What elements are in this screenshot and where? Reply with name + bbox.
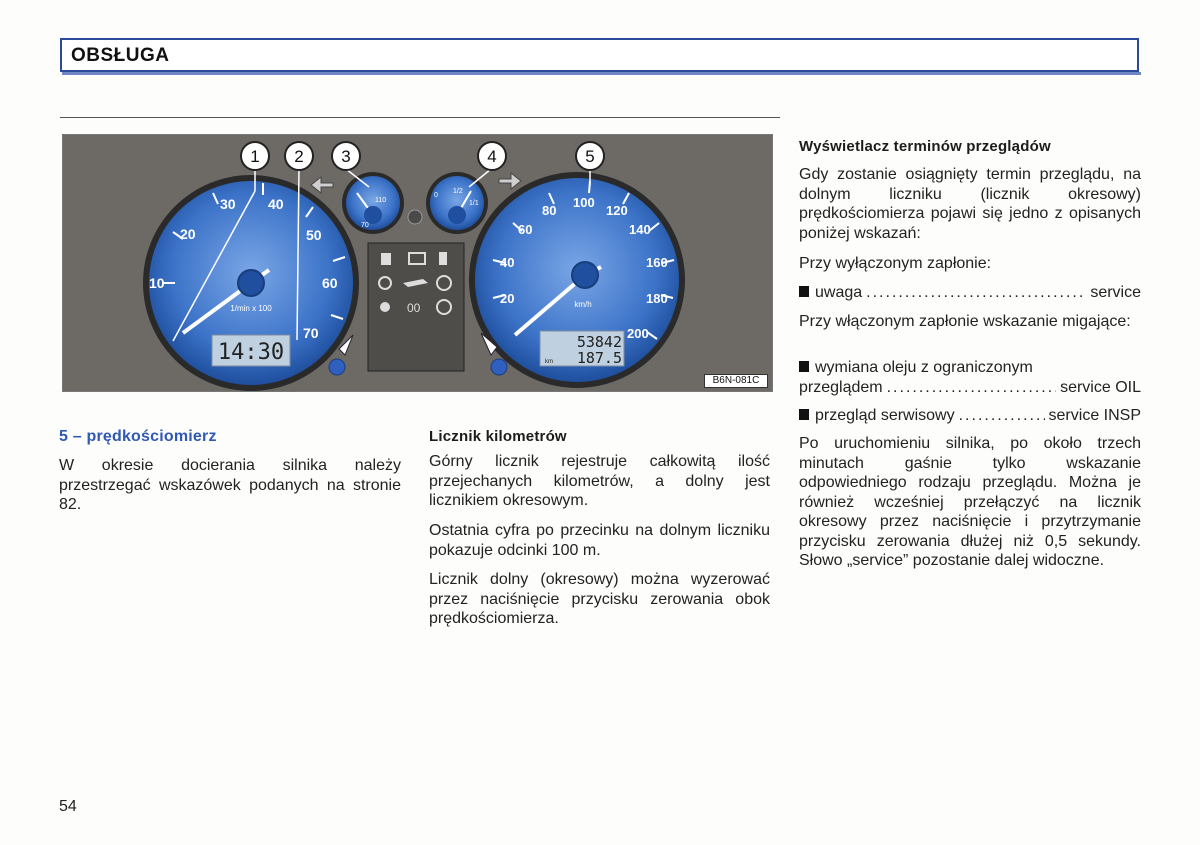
fuel-warning-icon <box>439 252 447 265</box>
service-item-inspection <box>799 406 1141 426</box>
callout-3: 3 <box>341 147 351 166</box>
speedo-unit: km/h <box>574 300 592 309</box>
item-label: przeglądem <box>799 379 883 396</box>
odometer-value: 53842 <box>576 333 622 351</box>
tacho-label-10: 10 <box>149 275 165 291</box>
airbag-icon <box>380 302 390 312</box>
trip-value: 187.5 <box>576 349 622 367</box>
callout-1: 1 <box>250 147 260 166</box>
odometer-para-1: Górny licznik rejestruje całkowitą ilość przejechanych kilometrów, a dolny jest licznikiem okresowym. <box>429 453 770 509</box>
section-header-box <box>60 38 1139 72</box>
bullet-square-icon <box>799 361 809 372</box>
speedo-label-140: 140 <box>629 222 651 237</box>
service-item-oil-line2 <box>799 378 1141 398</box>
callout-2: 2 <box>294 147 304 166</box>
item-label: wymiana oleju z ograniczonym <box>815 359 1033 376</box>
trip-unit: km <box>545 359 553 365</box>
speedo-label-80: 80 <box>542 203 557 218</box>
tacho-label-20: 20 <box>180 226 196 242</box>
fuel-high-label: 1/1 <box>469 200 479 207</box>
speedometer-text: W okresie docierania silnika należy przestrzegać wskazówek podanych na stronie 82. <box>59 457 401 513</box>
service-outro: Po uruchomieniu silnika, po około trzech minutach gaśnie tylko wskazanie odpowiedniego rodzaju przeglądu. Można je również wcześniej przełączyć na licznik okresowy przez naciśnięcie i przytrzymanie przycisku zerowania dłużej niż 0,5 sekundy. Słowo „service” pozostanie dalej widoczne. <box>799 435 1141 569</box>
odometer-para-2: Ostatnia cyfra po przecinku na dolnym liczniku pokazuje odcinki 100 m. <box>429 522 770 559</box>
tacho-label-30: 30 <box>220 196 236 212</box>
tacho-label-40: 40 <box>268 196 284 212</box>
trip-reset-button <box>491 359 507 375</box>
dot-leader <box>887 378 1056 398</box>
speedo-label-100: 100 <box>573 195 595 210</box>
ignition-off-label: Przy wyłączonym zapłonie: <box>799 255 992 272</box>
fuel-mid-label: 1/2 <box>453 188 463 195</box>
speedo-label-120: 120 <box>606 203 628 218</box>
tacho-hub <box>238 270 264 296</box>
instrument-cluster-figure <box>62 134 773 392</box>
service-item-attention <box>799 283 1141 303</box>
speedo-label-20: 20 <box>500 291 515 306</box>
preheat-icon: 00 <box>407 301 421 315</box>
ignition-on-label: Przy włączonym zapłonie wskazanie migające: <box>799 313 1131 330</box>
dot-leader <box>959 406 1045 426</box>
speedo-label-40: 40 <box>500 255 515 270</box>
callout-4: 4 <box>487 147 497 166</box>
dot-leader <box>866 283 1086 303</box>
section-header-underline <box>62 72 1141 75</box>
coolant-warning-icon <box>381 253 391 265</box>
item-value: service INSP <box>1048 407 1141 424</box>
odometer-para-3: Licznik dolny (okresowy) można wyzerować przez naciśnięcie przycisku zerowania obok prędkościomierza. <box>429 571 770 627</box>
service-item-oil-line1 <box>799 358 1141 378</box>
item-value: service <box>1090 284 1141 301</box>
figure-code: B6N-081C <box>704 374 768 388</box>
service-display-heading: Wyświetlacz terminów przeglądów <box>799 138 1051 155</box>
speedo-label-180: 180 <box>646 291 668 306</box>
item-label: przegląd serwisowy <box>815 407 955 424</box>
speedometer-heading: 5 – prędkościomierz <box>59 428 217 445</box>
clock-value: 14:30 <box>217 340 285 365</box>
temp-low-label: 70 <box>361 222 369 229</box>
speedo-label-160: 160 <box>646 255 668 270</box>
speedo-label-60: 60 <box>518 222 533 237</box>
temp-gauge-hub <box>364 206 382 224</box>
temp-high-label: 110 <box>375 197 387 204</box>
service-intro: Gdy zostanie osiągnięty termin przeglądu, na dolnym liczniku (licznik okresowy) prędkościomierza pojawi się jedno z opisanych poniżej wskazań: <box>799 166 1141 242</box>
item-value: service OIL <box>1060 379 1141 396</box>
item-label: uwaga <box>815 284 863 301</box>
odometer-heading: Licznik kilometrów <box>429 428 567 445</box>
callout-5: 5 <box>585 147 595 166</box>
speedo-hub <box>572 262 598 288</box>
headlight-icon <box>408 210 422 224</box>
cluster-illustration <box>63 135 773 392</box>
tacho-label-70: 70 <box>303 325 319 341</box>
bullet-square-icon <box>799 286 809 297</box>
tacho-unit: 1/min x 100 <box>230 304 272 313</box>
tacho-label-60: 60 <box>322 275 338 291</box>
bullet-square-icon <box>799 409 809 420</box>
speedo-label-200: 200 <box>627 326 649 341</box>
tacho-label-50: 50 <box>306 227 322 243</box>
page-number: 54 <box>59 798 77 815</box>
fuel-low-label: 0 <box>434 192 438 199</box>
clock-set-button <box>329 359 345 375</box>
section-title: OBSŁUGA <box>71 45 170 66</box>
horizontal-rule <box>60 117 780 118</box>
fuel-gauge-hub <box>448 206 466 224</box>
